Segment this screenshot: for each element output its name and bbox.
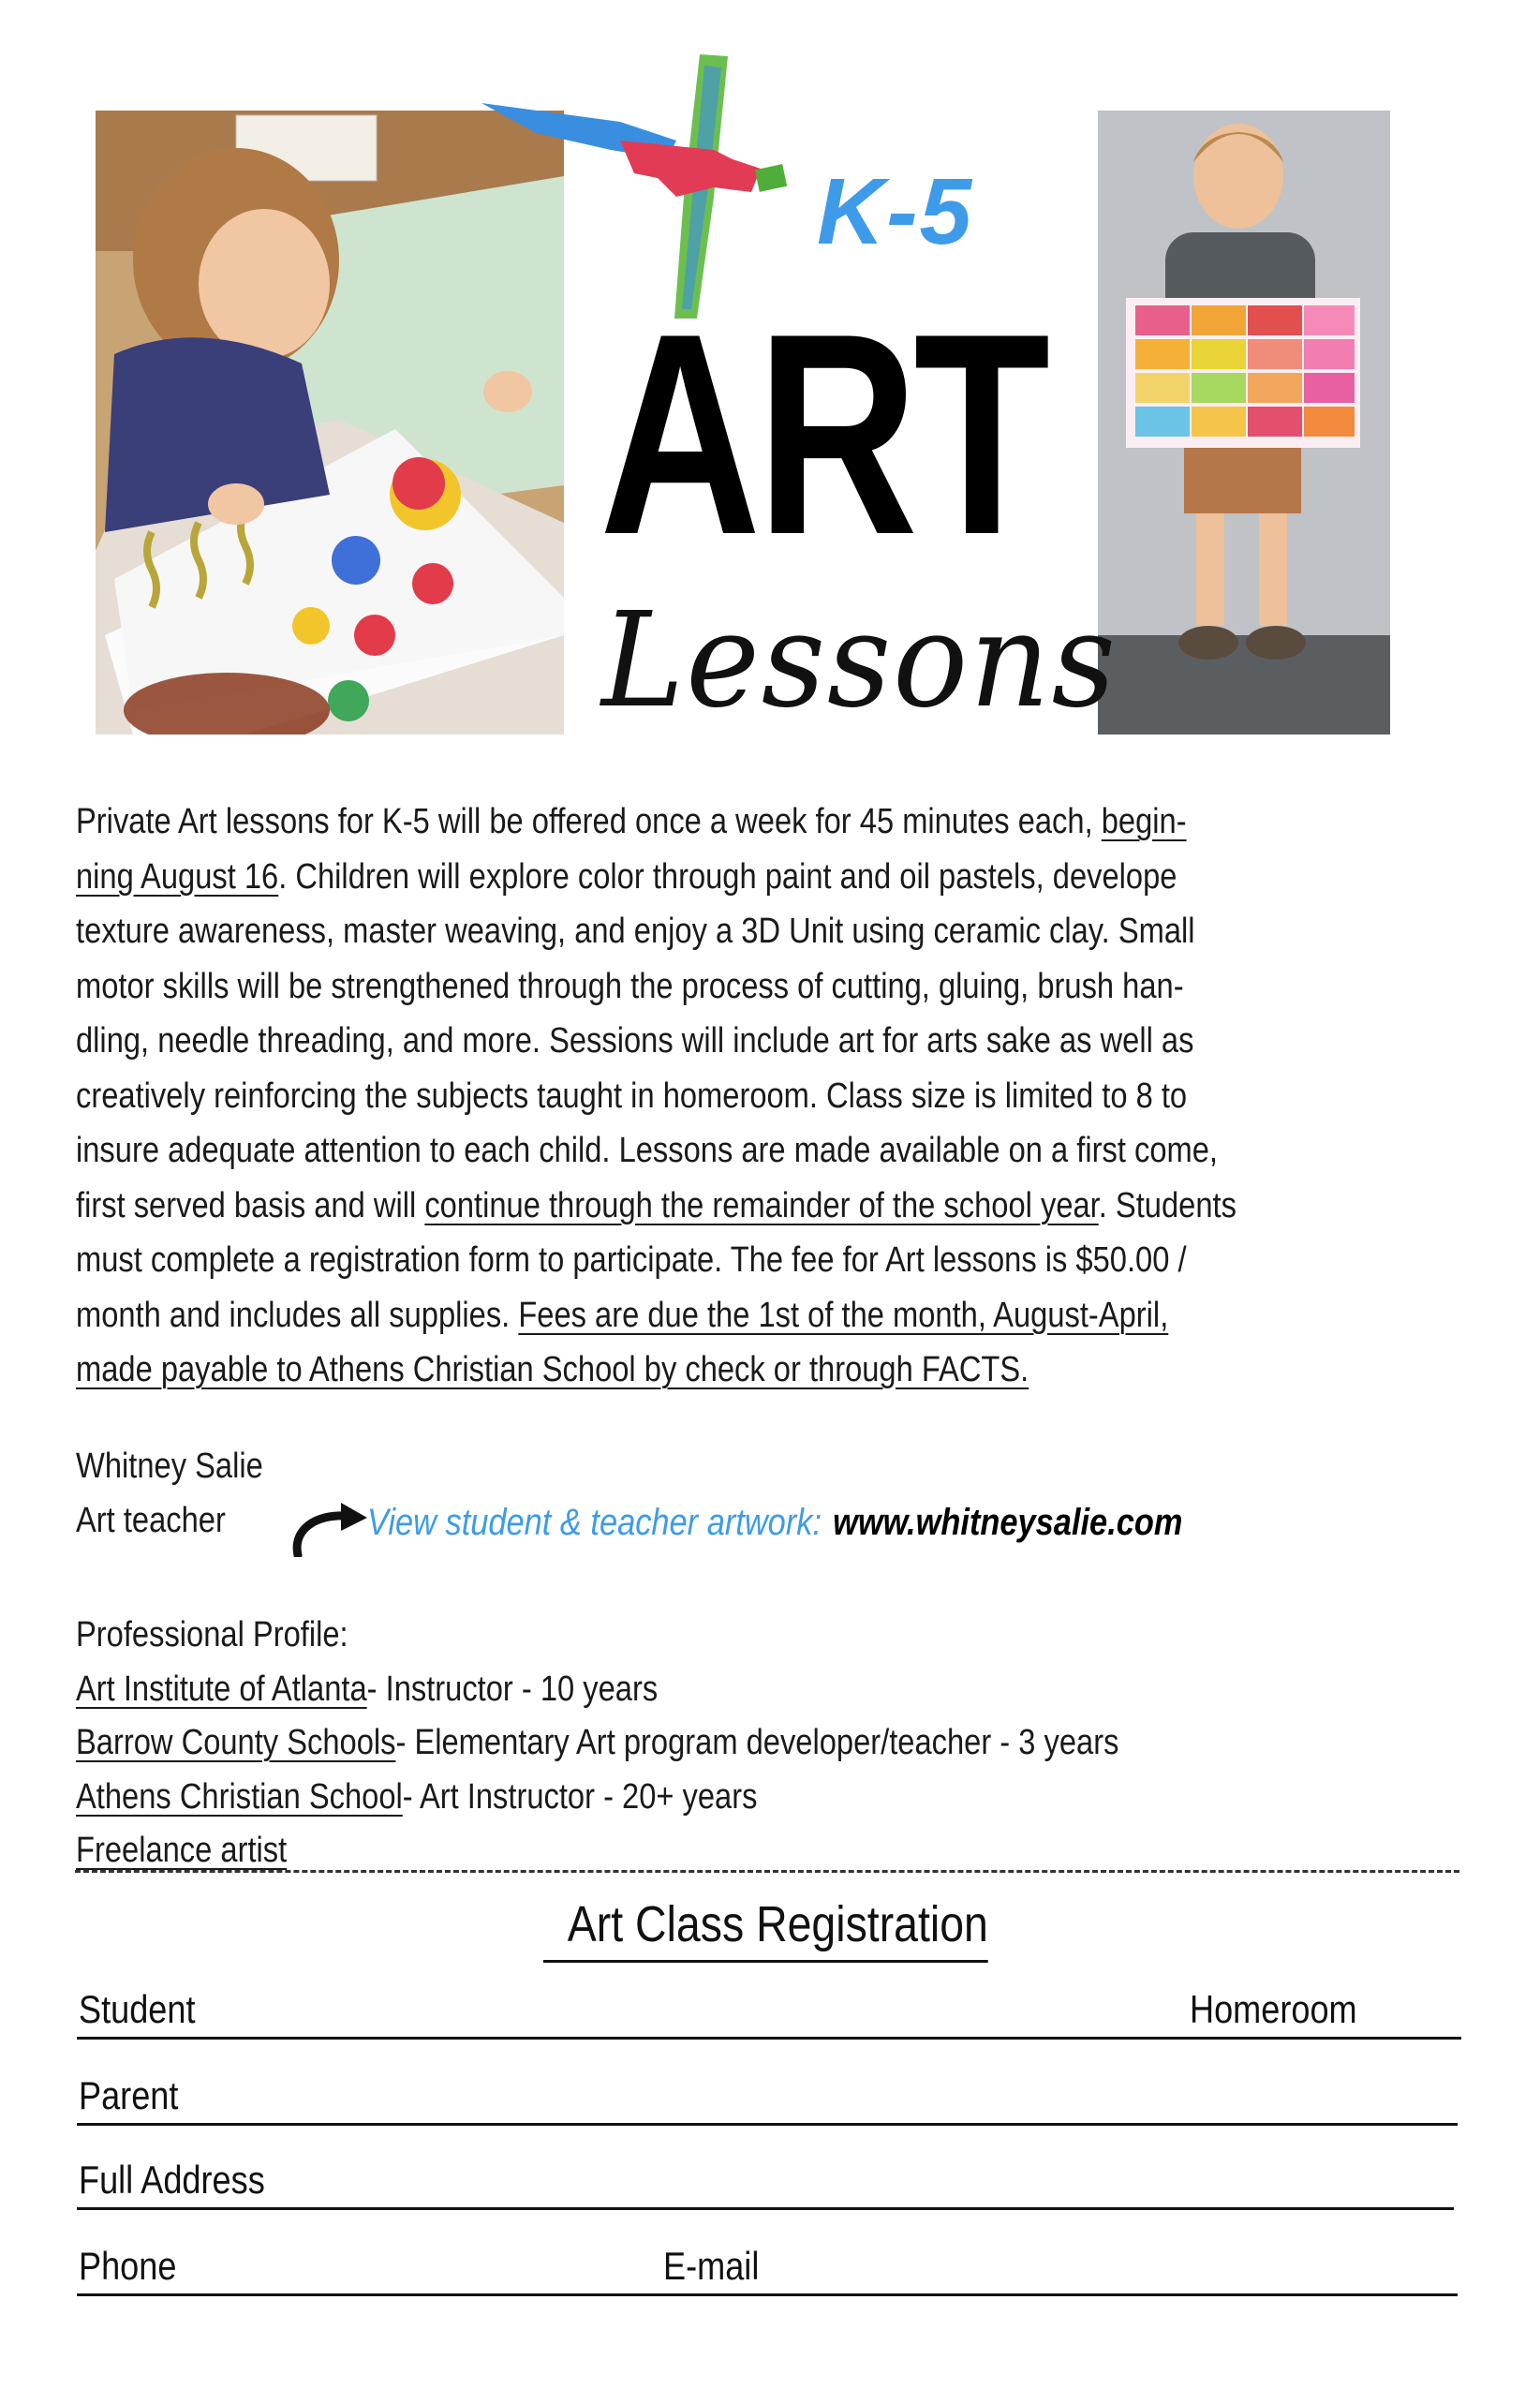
curved-arrow-icon	[289, 1501, 367, 1557]
intro-line	[76, 1288, 1526, 1343]
title-art: ART	[600, 274, 1046, 594]
teacher-name: Whitney Salie	[76, 1447, 263, 1486]
intro-text: month and includes all supplies.	[76, 1295, 519, 1335]
parent-row[interactable]	[77, 2065, 1458, 2126]
teacher-role: Art teacher	[76, 1501, 226, 1540]
intro-line	[76, 1343, 1526, 1398]
title-lessons: Lessons	[601, 585, 1118, 737]
phone-label: Phone	[79, 2244, 177, 2288]
profile-detail: - Elementary Art program developer/teacher - 3 years	[395, 1723, 1119, 1762]
intro-text: Private Art lessons for K-5 will be offered once a week for 45 minutes each,	[76, 802, 1102, 841]
intro-line	[76, 1233, 1526, 1288]
intro-line	[76, 1123, 1526, 1179]
intro-text: must complete a registration form to participate. The fee for Art lessons is $50.00 /	[76, 1240, 1187, 1280]
intro-line	[76, 794, 1526, 850]
student-label: Student	[79, 1987, 196, 2031]
website-line	[367, 1495, 1182, 1550]
profile-item	[76, 1823, 1118, 1877]
intro-text: insure adequate attention to each child. Lessons are made available on a first come,	[76, 1131, 1218, 1170]
profile-org: Athens Christian School	[76, 1776, 403, 1817]
intro-paragraph	[76, 794, 1526, 1398]
boy-holding-artwork-photo	[1098, 111, 1390, 735]
intro-line	[76, 1069, 1526, 1124]
intro-text: first served basis and will	[76, 1185, 425, 1225]
address-row[interactable]	[77, 2149, 1454, 2210]
intro-underlined-text: ning August 16	[76, 856, 279, 897]
profile-org: Freelance artist	[76, 1831, 288, 1870]
intro-line	[76, 904, 1526, 959]
intro-line	[76, 959, 1526, 1015]
profile-org: Art Institute of Atlanta	[76, 1669, 367, 1709]
title-grade: K-5	[817, 159, 974, 264]
view-artwork-label: View student & teacher artwork:	[367, 1502, 822, 1543]
teacher-info	[76, 1439, 263, 1548]
website-link[interactable]: www.whitneysalie.com	[833, 1502, 1183, 1543]
intro-text: dling, needle threading, and more. Sessions will include art for arts sake as well as	[76, 1021, 1194, 1061]
intro-underlined-text: made payable to Athens Christian School by check or through FACTS.	[76, 1350, 1029, 1389]
full-address-label: Full Address	[79, 2158, 265, 2202]
phone-email-row[interactable]	[77, 2235, 1458, 2296]
intro-text: . Students	[1098, 1185, 1236, 1225]
intro-line	[76, 850, 1526, 905]
intro-text: motor skills will be strengthened through the process of cutting, gluing, brush han-	[76, 966, 1184, 1006]
intro-text: . Children will explore color through paint and oil pastels, develope	[278, 856, 1177, 897]
intro-underlined-text: continue through the remainder of the school year	[424, 1185, 1099, 1225]
intro-text: texture awareness, master weaving, and enjoy a 3D Unit using ceramic clay. Small	[76, 912, 1195, 951]
intro-text: creatively reinforcing the subjects taught in homeroom. Class size is limited to 8 to	[76, 1076, 1188, 1116]
profile-heading: Professional Profile:	[76, 1615, 348, 1654]
profile-item	[76, 1770, 1118, 1824]
profile-org: Barrow County Schools	[76, 1723, 396, 1762]
profile-detail: - Art Instructor - 20+ years	[402, 1776, 758, 1817]
intro-underlined-text: begin-	[1101, 802, 1187, 841]
student-row[interactable]	[77, 1979, 1461, 2040]
intro-underlined-text: Fees are due the 1st of the month, August-April,	[518, 1295, 1169, 1335]
profile-item	[76, 1662, 1118, 1716]
email-label: E-mail	[663, 2244, 760, 2288]
profile-detail: - Instructor - 10 years	[366, 1669, 659, 1709]
intro-line	[76, 1014, 1526, 1069]
intro-line	[76, 1179, 1526, 1234]
parent-label: Parent	[79, 2073, 179, 2117]
homeroom-label: Homeroom	[1190, 1987, 1357, 2031]
form-title: Art Class Registration	[543, 1894, 988, 1963]
dashed-divider	[75, 1870, 1459, 1873]
profile-item	[76, 1715, 1118, 1770]
professional-profile	[76, 1608, 1118, 1877]
